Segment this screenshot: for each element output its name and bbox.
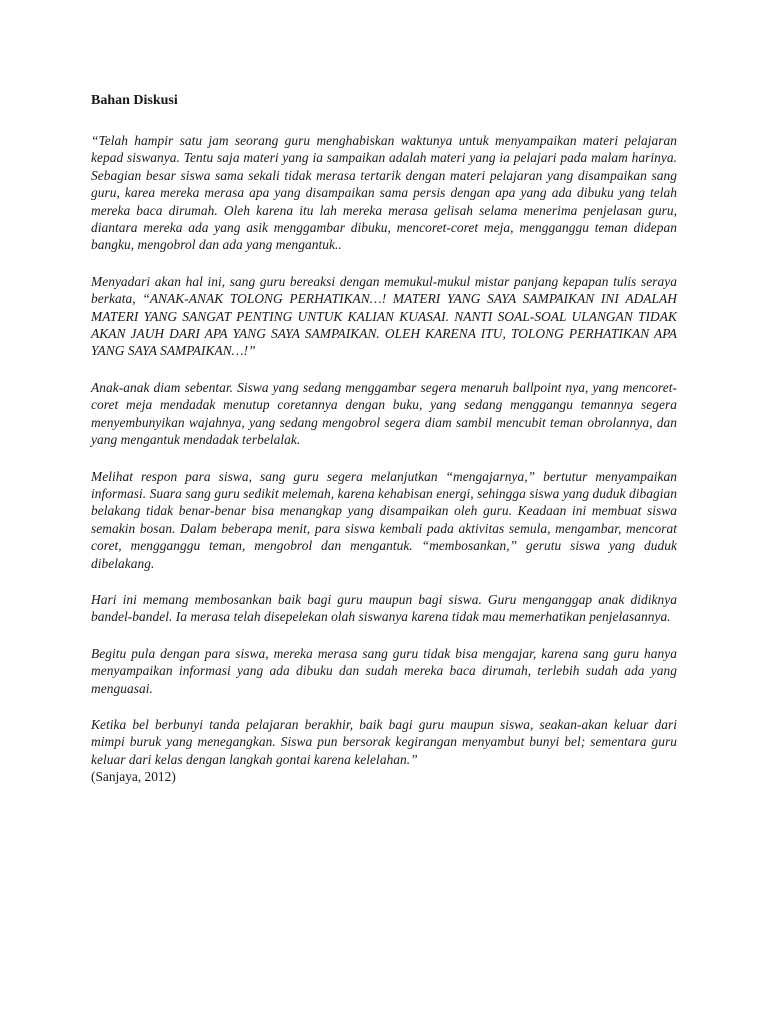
document-heading: Bahan Diskusi (91, 93, 178, 108)
paragraph-6: Begitu pula dengan para siswa, mereka merasa sang guru tidak bisa mengajar, karena sang guru hanya menyampaikan informasi yang ada dibuku dan sudah mereka baca dirumah, terlebih sudah ada yang menguasai. (91, 645, 677, 696)
paragraph-1: “Telah hampir satu jam seorang guru menghabiskan waktunya untuk menyampaikan materi pelajaran kepad siswanya. Tentu saja materi yang ia sampaikan adalah materi yang ia pelajari pada malam harinya. Sebagian besar siswa sama sekali tidak merasa tertarik dengan materi pelajaran yang disampaikan sang guru, karea mereka merasa apa yang disampaikan sama persis dengan apa yang ada dibuku yang telah mereka baca dirumah. Oleh karena itu lah mereka merasa gelisah selama menerima penjelasan guru, diantara mereka ada yang asik menggambar dibuku, mencoret-coret meja, mengganggu teman didepan bangku, mengobrol dan ada yang mengantuk.. (91, 133, 677, 253)
paragraph-5: Hari ini memang membosankan baik bagi guru maupun bagi siswa. Guru menganggap anak didiknya bandel-bandel. Ia merasa telah disepelekan olah siswanya karena tidak mau memerhatikan penjelasannya. (91, 591, 677, 625)
paragraph-7: Ketika bel berbunyi tanda pelajaran berakhir, baik bagi guru maupun siswa, seakan-akan keluar dari mimpi buruk yang menegangkan. Siswa pun bersorak kegirangan menyambut bunyi bel; sementara guru keluar dari kelas dengan langkah gontai karena kelelahan.” (91, 716, 677, 767)
citation: (Sanjaya, 2012) (91, 769, 176, 785)
paragraph-2: Menyadari akan hal ini, sang guru bereaksi dengan memukul-mukul mistar panjang kepapan tulis seraya berkata, “ANAK-ANAK TOLONG PERHATIKAN…! MATERI YANG SAYA SAMPAIKAN INI ADALAH MATERI YANG SANGAT PENTING UNTUK KALIAN KUASAI. NANTI SOAL-SOAL ULANGAN TIDAK AKAN JAUH DARI APA YANG SAYA SAMPAIKAN. OLEH KARENA ITU, TOLONG PERHATIKAN APA YANG SAYA SAMPAIKAN…!” (91, 273, 677, 359)
paragraph-4: Melihat respon para siswa, sang guru segera melanjutkan “mengajarnya,” bertutur menyampaikan informasi. Suara sang guru sedikit melemah, karena kehabisan energi, sehingga siswa yang duduk dibagian belakang tidak benar-benar bisa menangkap yang disampaikan oleh guru. Keadaan ini membuat siswa semakin bosan. Dalam beberapa menit, para siswa kembali pada aktivitas semula, mengambar, mencorat coret, mengganggu teman, mengobrol dan mengantuk. “membosankan,” gerutu siswa yang duduk dibelakang. (91, 468, 677, 571)
paragraph-3: Anak-anak diam sebentar. Siswa yang sedang menggambar segera menaruh ballpoint nya, yang mencoret-coret meja mendadak menutup coretannya dengan buku, yang sedang menggangu temannya segera menyembunyikan wajahnya, yang sedang mengobrol segera diam sambil mencubit teman obrolannya, dan yang mengantuk mendadak terbelalak. (91, 379, 677, 448)
document-page (91, 92, 677, 786)
